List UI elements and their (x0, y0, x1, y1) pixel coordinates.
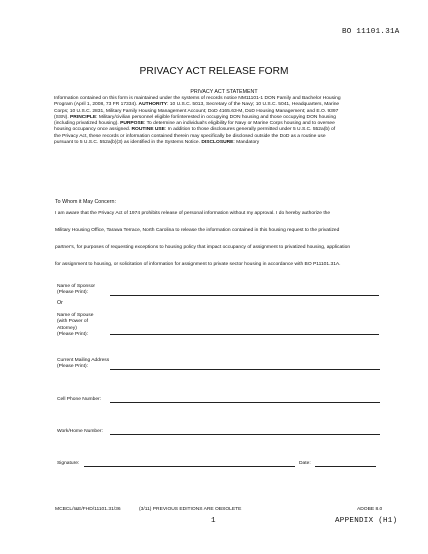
statement-line: housing occupancy once assigned. ROUTINE USE: In addition to those disclosures generally permitted under 5 U.S.C. 552a(b) of (54, 127, 336, 133)
appendix-label: APPENDIX (H1) (335, 517, 398, 525)
page-number: 1 (211, 517, 216, 525)
authorization-line: for assignment to housing, or solicitation of information for assignment to private sector housing in accordance with BO P11101.31A. (55, 262, 341, 267)
software-version: ADOBE 8.0 (357, 507, 383, 512)
statement-heading: PRIVACY ACT STATEMENT (190, 89, 258, 95)
date-field[interactable] (315, 466, 376, 467)
cell-phone-field[interactable] (110, 402, 380, 403)
statement-line: (including privatized housing). PURPOSE: To determine an individual's eligibility for Navy or Marine Corps housing and to oversee (54, 121, 335, 127)
spouse-name-label: Name of Spouse (with Power of Attorney) (Please Print): (57, 313, 94, 337)
sponsor-name-label: Name of Sponsor (Please Print): (57, 284, 96, 296)
signature-field[interactable] (84, 466, 295, 467)
signature-label: Signature: (57, 461, 80, 466)
date-label: Date: (299, 461, 311, 466)
document-code: BO 11101.31A (342, 28, 400, 36)
privacy-statement (54, 89, 394, 146)
mailing-address-label: Current Mailing Address (Please Print): (57, 358, 110, 370)
work-home-number-label: Work/Home Number: (57, 429, 103, 434)
form-id: MCBCL/I&E/FHD/11101.31/36 (55, 507, 121, 512)
or-label: Or (57, 300, 63, 306)
statement-line: Corps; 10 U.S.C. 2831, Military Family Housing Management Account; DoD 4165.63-M, DoD Housing Management; and E.O. 9397 (54, 108, 339, 114)
sponsor-name-field[interactable] (110, 295, 379, 296)
edition-note: (3/11) PREVIOUS EDITIONS ARE OBSOLETE (139, 507, 242, 512)
statement-line: pursuant to 5 U.S.C. 552a(b)(3) as identified in the Systems Notice. DISCLOSURE: Mandatory (54, 139, 260, 145)
authorization-line: partner's, for purposes of requesting exceptions to housing policy that impact occupancy of assignment to privatized housing, application (55, 245, 351, 250)
statement-line: (SSN). PRINCIPLE: Military/civilian personnel eligible for/interested in occupying DON housing and those occupying DON housing (54, 114, 336, 120)
spouse-name-field[interactable] (110, 334, 379, 335)
mailing-address-field[interactable] (110, 369, 380, 370)
cell-phone-label: Cell Phone Number: (57, 397, 102, 402)
work-home-number-field[interactable] (110, 434, 380, 435)
statement-line: the Privacy Act, these records or information contained therein may specifically be disclosed outside the DoD as a routine use (54, 133, 326, 139)
page-title: PRIVACY ACT RELEASE FORM (139, 66, 289, 77)
statement-line: Information contained on this form is maintained under the systems of records notice NM11101-1 DON Family and Bachelor Housing (54, 95, 341, 101)
salutation: To Whom it May Concern: (55, 199, 116, 205)
statement-line: Program (April 1, 2008, 73 FR 17334). AUTHORITY: 10 U.S.C. 5013, Secretary of the Navy; 10 U.S.C. 5041, Headquarters, Marine (54, 102, 340, 108)
authorization-line: I am aware that the Privacy Act of 1974 prohibits release of personal information without my approval. I do hereby authorize the (55, 211, 331, 216)
authorization-line: Military Housing Office, Tarawa Terrace, North Carolina to release the information contained in this housing request to the privatized (55, 228, 340, 233)
